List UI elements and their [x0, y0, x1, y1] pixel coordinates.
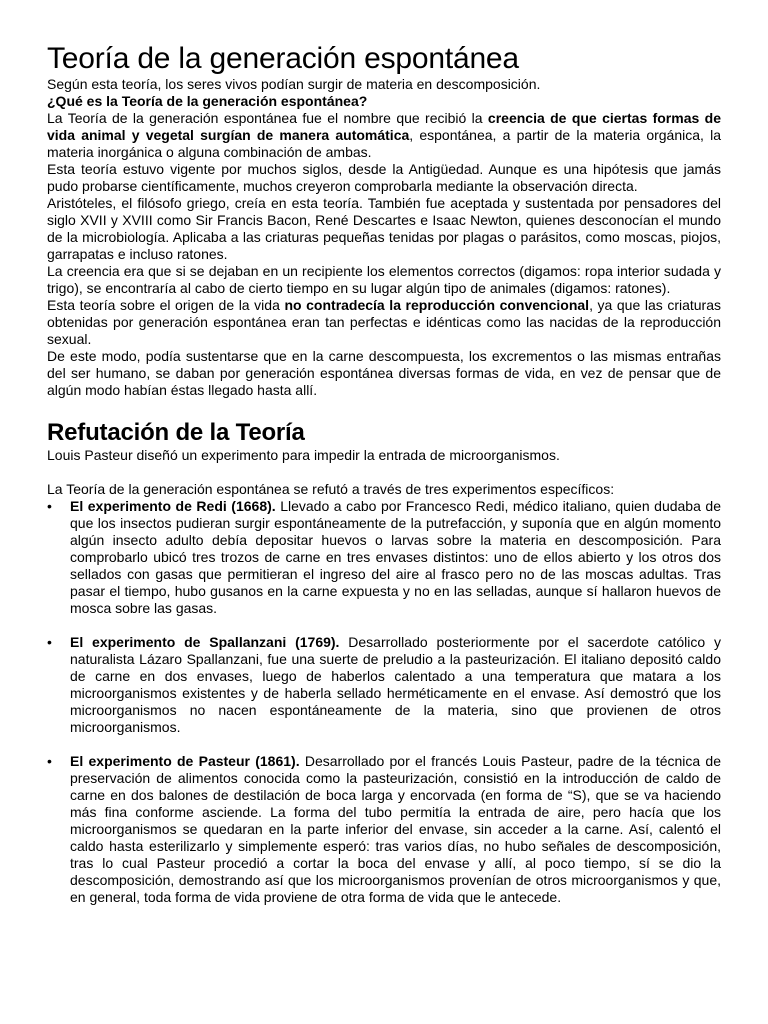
refutation-lead: La Teoría de la generación espontánea se refutó a través de tres experimentos específicos:: [47, 481, 615, 497]
section-heading-refutation: Refutación de la Teoría: [47, 419, 305, 446]
refutation-intro: Louis Pasteur diseñó un experimento para impedir la entrada de microorganismos.: [47, 447, 560, 463]
question-heading: ¿Qué es la Teoría de la generación espontánea?: [47, 93, 368, 109]
list-item-spallanzani: [47, 634, 721, 736]
paragraph-belief: La creencia era que si se dejaban en un recipiente los elementos correctos (digamos: ropa interior sudada y trigo), se encontraría al cabo de cierto tiempo en su lugar algún tipo de animales (digamos: ratones).: [47, 263, 721, 296]
paragraph-definition-end: , espontánea, a partir de la materia orgánica, la materia inorgánica o alguna combinación de ambas.: [47, 127, 721, 160]
bullet-icon: •: [47, 753, 52, 769]
bullet-icon: •: [47, 634, 52, 650]
experiment-text: Desarrollado por el francés Louis Pasteur, padre de la técnica de preservación de alimentos conocida como la pasteurización, consistió en la introducción de caldo de carne en dos balones de destilación de boca larga y encorvada (en forma de “S), que se va haciendo más fina conforme asciende. La forma del tubo permitía la entrada de aire, pero hacía que los microorganismos se quedaran en la parte inferior del envase, sin acceder a la carne. Así, calentó el caldo hasta esterilizarlo y simplemente esperó: tras varios días, no hubo señales de descomposición, tras lo cual Pasteur procedió a cortar la boca del envase y allí, al poco tiempo, sí se dio la descomposición, demostrando así que los microorganismos provenían de otros microorganismos y que, en general, toda forma de vida proviene de otra forma de vida que le antecede.: [70, 753, 721, 905]
paragraph-aristotle: Aristóteles, el filósofo griego, creía en esta teoría. También fue aceptada y sustentada por pensadores del siglo XVII y XVIII como Sir Francis Bacon, René Descartes e Isaac Newton, quienes desconocían el mundo de la microbiología. Aplicaba a las criaturas pequeñas tenidas por plagas o parásitos, como moscas, piojos, garrapatas e incluso ratones.: [47, 195, 721, 262]
paragraph-definition-start: La Teoría de la generación espontánea fue el nombre que recibió la: [47, 110, 488, 126]
paragraph-reproduction-emphasis: no contradecía la reproducción convencional: [284, 297, 590, 313]
experiment-name: El experimento de Redi (1668).: [70, 498, 276, 514]
paragraph-reproduction: [47, 297, 721, 348]
page-title: Teoría de la generación espontánea: [47, 42, 519, 75]
experiments-list: [47, 498, 721, 906]
spacer: [47, 464, 721, 481]
paragraph-conclusion: De este modo, podía sustentarse que en la carne descompuesta, los excrementos o las mismas entrañas del ser humano, se daban por generación espontánea diversas formas de vida, en vez de pensar que de algún modo habían éstas llegado hasta allí.: [47, 348, 721, 398]
paragraph-definition-emphasis: creencia de que ciertas formas de vida animal y vegetal surgían de manera automática: [47, 110, 721, 143]
bullet-icon: •: [47, 498, 52, 514]
list-item-redi: [47, 498, 721, 617]
paragraph-reproduction-start: Esta teoría sobre el origen de la vida: [47, 297, 285, 313]
paragraph-reproduction-end: , ya que las criaturas obtenidas por generación espontánea eran tan perfectas e idénticas como las nacidas de la reproducción sexual.: [47, 297, 721, 347]
experiment-name: El experimento de Pasteur (1861).: [70, 753, 300, 769]
experiment-text: Desarrollado posteriormente por el sacerdote católico y naturalista Lázaro Spallanzani, fue una suerte de preludio a la pasteurización. El italiano depositó caldo de carne en dos envases, luego de haberlos calentado a una temperatura que matara a los microorganismos existentes y de haberla sellado herméticamente en el envase. Así demostró que los microorganismos no nacen espontáneamente de la materia, sino que provienen de otros microorganismos.: [70, 634, 721, 735]
experiment-text: Llevado a cabo por Francesco Redi, médico italiano, quien dudaba de que los insectos pudieran surgir espontáneamente de la putrefacción, y suponía que en algún momento algún insecto adulto debía depositar huevos o larvas sobre la materia en descomposición. Para comprobarlo ubicó tres trozos de carne en tres envases distintos: uno de ellos abierto y los otros dos sellados con gasas que permitieran el ingreso del aire al frasco pero no de las moscas adultas. Tras pasar el tiempo, hubo gusanos en la carne expuesta y no en las selladas, aunque sí hallaron huevos de mosca sobre las gasas.: [70, 498, 721, 616]
intro-paragraph: Según esta teoría, los seres vivos podían surgir de materia en descomposición.: [47, 76, 541, 92]
list-item-pasteur: [47, 753, 721, 906]
paragraph-history: Esta teoría estuvo vigente por muchos siglos, desde la Antigüedad. Aunque es una hipótesis que jamás pudo probarse científicamente, muchos creyeron comprobarla mediante la observación directa.: [47, 161, 721, 194]
experiment-name: El experimento de Spallanzani (1769).: [70, 634, 340, 650]
paragraph-definition: [47, 110, 721, 161]
